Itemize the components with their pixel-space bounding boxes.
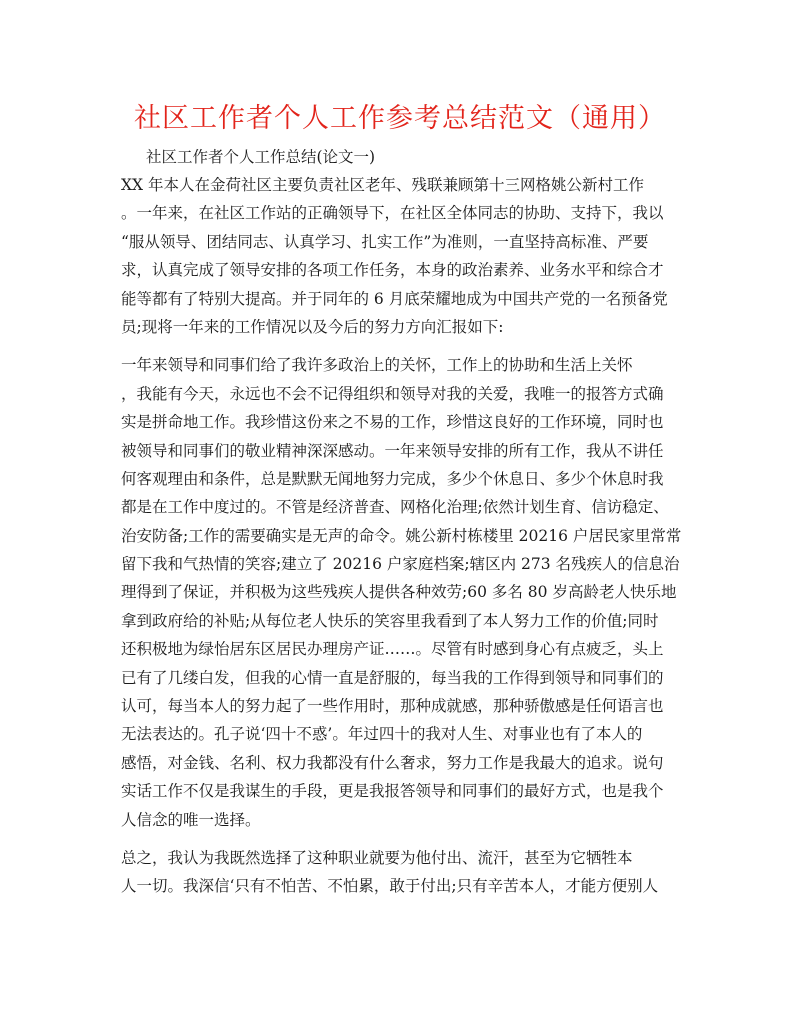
text-line: 求，认真完成了领导安排的各项工作任务，本身的政治素养、业务水平和综合才 [121, 261, 664, 280]
text-line: 感悟，对金钱、名利、权力我都没有什么奢求，努力工作是我最大的追求。说句 [121, 753, 664, 772]
text-line: 理得到了保证，并积极为这些残疾人提供各种效劳;60 多名 80 岁高龄老人快乐地 [121, 583, 677, 602]
text-line: 已有了几缕白发，但我的心情一直是舒服的，每当我的工作得到领导和同事们的 [121, 668, 664, 687]
text-line: 治安防备;工作的需要确实是无声的命令。姚公新村栋楼里 20216 户居民家里常常 [121, 526, 681, 545]
text-line: 。一年来，在社区工作站的正确领导下，在社区全体同志的协助、支持下，我以 [121, 204, 664, 223]
text-line: “服从领导、团结同志、认真学习、扎实工作”为准则，一直坚持高标准、严要 [121, 232, 649, 251]
document-title: 社区工作者个人工作参考总结范文（通用） [134, 103, 666, 134]
text-line: 都是在工作中度过的。不管是经济普查、网格化治理;依然计划生育、信访稳定、 [121, 498, 669, 517]
text-line: 能等都有了特别大提高。并于同年的 6 月底荣耀地成为中国共产党的一名预备党 [121, 289, 668, 308]
text-line: 总之，我认为我既然选择了这种职业就要为他付出、流汗，甚至为它牺牲本 [121, 848, 633, 867]
text-line: 何客观理由和条件，总是默默无闻地努力完成，多少个休息日、多少个休息时我 [121, 469, 664, 488]
paragraph-spacer [121, 834, 681, 844]
text-line: XX 年本人在金荷社区主要负责社区老年、残联兼顾第十三网格姚公新村工作 [121, 176, 644, 194]
text-line: 实话工作不仅是我谋生的手段，更是我报答领导和同事们的最好方式，也是我个 [121, 782, 664, 801]
document-body [121, 171, 681, 901]
text-line: 实是拼命地工作。我珍惜这份来之不易的工作，珍惜这良好的工作环境，同时也 [121, 413, 664, 432]
text-line: 人信念的唯一选择。 [121, 810, 261, 829]
text-line: ，我能有今天，永远也不会不记得组织和领导对我的关爱，我唯一的报答方式确 [121, 384, 664, 403]
text-line: 员;现将一年来的工作情况以及今后的努力方向汇报如下: [121, 317, 504, 336]
paragraph-3 [121, 844, 681, 901]
text-line: 还积极地为绿怡居东区居民办理房产证……。尽管有时感到身心有点疲乏，头上 [121, 640, 664, 659]
text-line: 被领导和同事们的敬业精神深深感动。一年来领导安排的所有工作，我从不讲任 [121, 441, 664, 460]
paragraph-spacer [121, 341, 681, 351]
text-line: 留下我和气热情的笑容;建立了 20216 户家庭档案;辖区内 273 名残疾人的信息治 [121, 555, 680, 574]
document-subtitle: 社区工作者个人工作总结(论文一) [146, 148, 376, 166]
paragraph-1 [121, 171, 681, 341]
text-line: 一年来领导和同事们给了我许多政治上的关怀，工作上的协助和生活上关怀 [121, 356, 633, 375]
text-line: 人一切。我深信‘只有不怕苦、不怕累，敢于付出;只有辛苦本人，才能方便别人 [121, 877, 659, 896]
text-line: 认可，每当本人的努力起了一些作用时，那种成就感，那种骄傲感是任何语言也 [121, 697, 664, 716]
text-line: 拿到政府给的补贴;从每位老人快乐的笑容里我看到了本人努力工作的价值;同时 [121, 611, 659, 630]
paragraph-2 [121, 351, 681, 834]
text-line: 无法表达的。孔子说‘四十不惑’。年过四十的我对人生、对事业也有了本人的 [121, 725, 643, 744]
